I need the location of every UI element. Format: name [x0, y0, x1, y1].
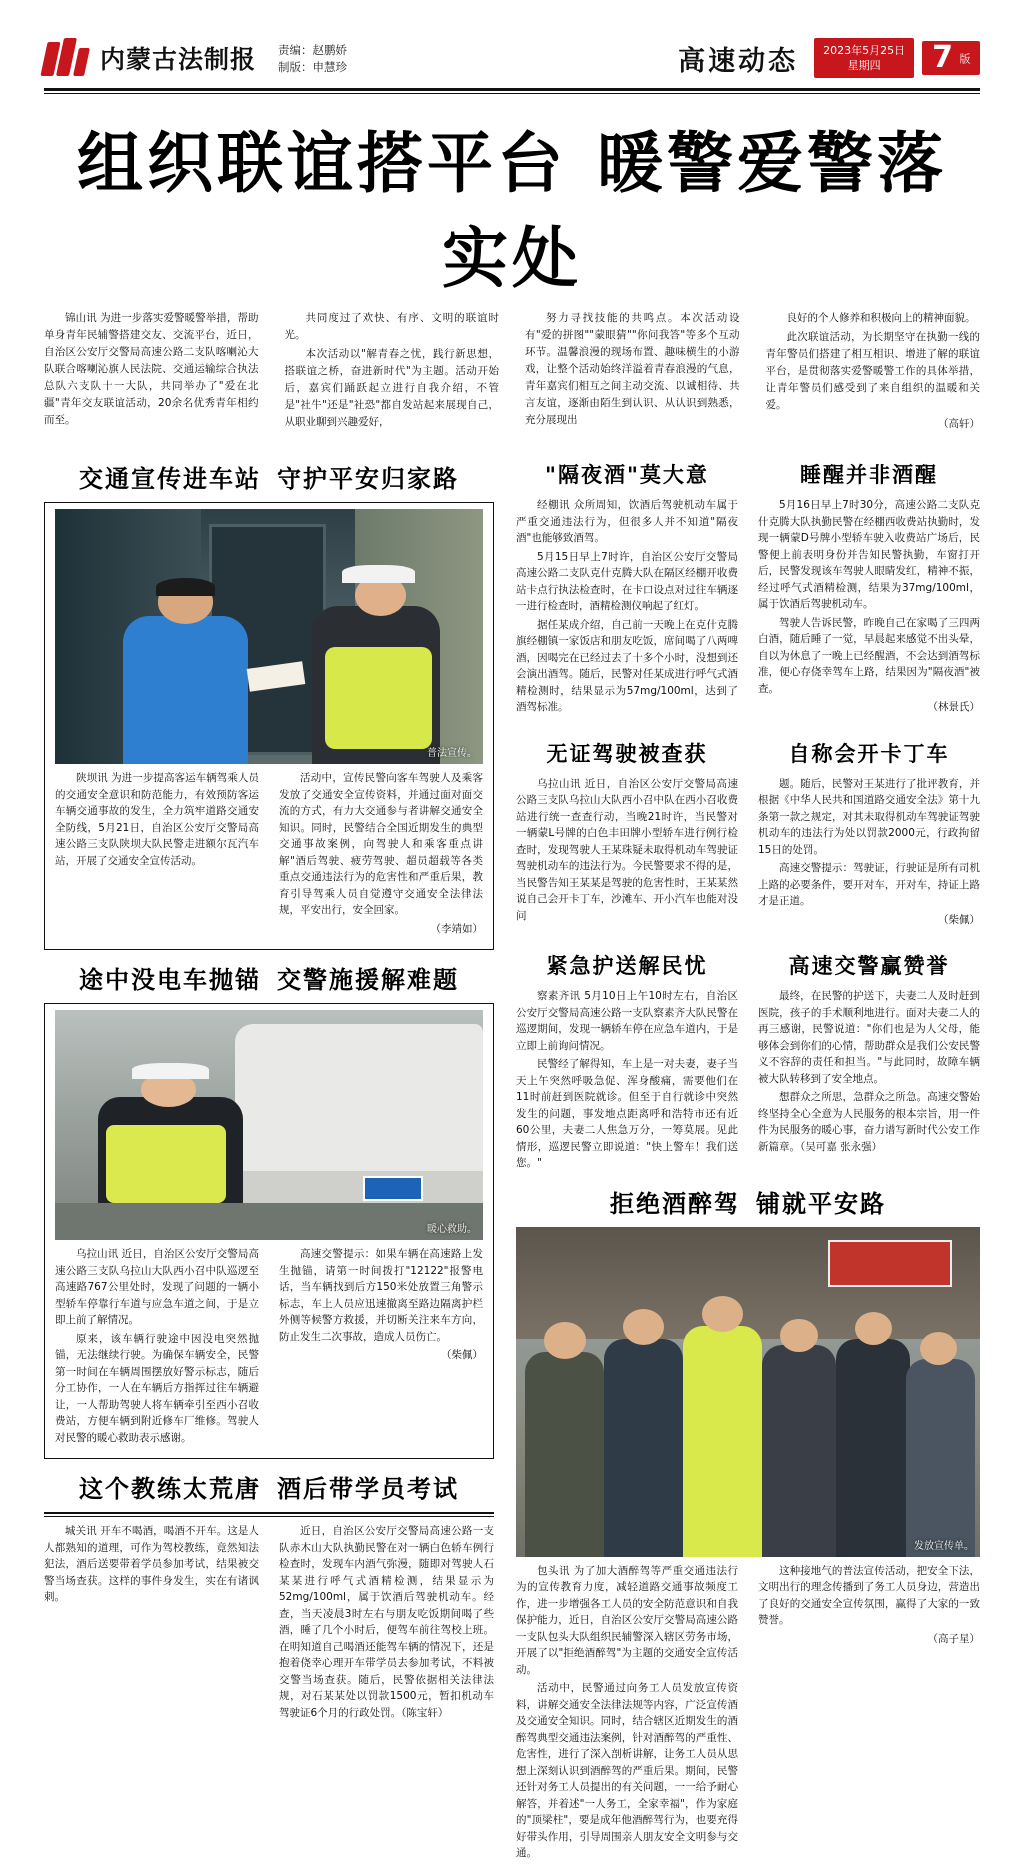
article-a1-col1 — [55, 770, 259, 939]
photo-a2-caption: 暖心救助。 — [427, 1224, 477, 1235]
credit-editor: 责编：赵鹏娇 — [278, 43, 348, 57]
paper-name: 内蒙古法制报 — [100, 45, 257, 74]
b2-p1: 乌拉山讯 近日，自治区公安厅交警局高速公路三支队乌拉山大队西小召中队在西小召收费站进行统一查查行动，当晚21时许，当民警对一辆蒙L号牌的白色丰田牌小型轿车进行例行检查时，发现驾驶人王某珠疑未取得机动车驾驶证驾驶机动车的违法行为。今民警要求不得的是，当民警告知王某某是驾驶的危害性时，王某某然说自己会开卡丁车，沙滩车、开小汽车也能对没问 — [516, 777, 738, 922]
article-a3-title-left: 这个教练太荒唐 — [79, 1475, 261, 1503]
lead-col-1 — [44, 310, 259, 435]
right-lower-row — [516, 940, 980, 1174]
article-car-breakdown — [44, 960, 494, 1459]
article-a3-body — [44, 1523, 494, 1723]
article-a2-title-left: 途中没电车抛锚 — [79, 966, 261, 994]
b7-byline: （高子星） — [927, 1632, 980, 1645]
article-b7-title-right: 铺就平安路 — [756, 1189, 886, 1218]
b3-p2: 民警经了解得知，车上是一对夫妻，妻子当天上午突然呼吸急促、浑身酸痛，需要他们在11时前赶到医院就诊。但至于自行就诊中突然发生的问题，事发地点距离呼和浩特市还有近60公里，夫妻二人焦急万分，一筹莫展。见此情形，巡逻民警立即说道："快上警车！我们送您。" — [516, 1058, 738, 1169]
lead-p2: 共同度过了欢快、有序、文明的联谊时光。 — [284, 312, 499, 341]
section-title: 高速动态 — [678, 45, 799, 77]
article-b1-title: "隔夜酒"莫大意 — [545, 463, 709, 487]
b6-p2: 想群众之所思，急群众之所急。高速交警始终坚持全心全意为人民服务的根本宗旨，用一件件为民服务的暖心事，奋力谱写新时代公安工作新篇章。（吴可嘉 张永强） — [758, 1091, 980, 1153]
credits — [278, 38, 347, 76]
article-wake-not-sober — [758, 449, 980, 718]
lead-p3: 本次活动以"解青春之忧，践行新思想，搭联谊之桥，奋进新时代"为主题。活动开始后，嘉宾们踊跃起立进行自我介绍，不管是"社牛"还是"社恐"都自发站起来展现自己，从职业聊到兴趣爱好， — [284, 348, 499, 428]
article-b5-title: 自称会开卡丁车 — [788, 741, 950, 766]
b4-p2: 驾驶人告诉民警，昨晚自己在家喝了三四两白酒，随后睡了一觉，早晨起来感觉不出头晕，自以为休息了一晚上已经醒酒，不会达到酒驾标准，便心存侥幸驾车上路，结果因为"隔夜酒"被查。 — [758, 616, 980, 695]
article-b4-title: 睡醒并非酒醒 — [800, 463, 938, 487]
masthead-rule-thick — [44, 88, 980, 91]
article-drunk-coach — [44, 1469, 494, 1723]
article-a2-box — [44, 1003, 494, 1459]
article-b7-col2 — [758, 1563, 980, 1864]
article-a1-box — [44, 502, 494, 950]
headline-left: 组织联谊搭平台 — [77, 125, 567, 202]
photo-a1-caption: 普法宣传。 — [427, 748, 477, 759]
lead-col-2 — [285, 310, 500, 435]
article-traffic-publicity — [44, 459, 494, 950]
article-b2-body — [516, 776, 738, 925]
right-column — [516, 449, 980, 1864]
article-a2-col2 — [279, 1246, 483, 1448]
lead-p1: 锦山讯 为进一步落实爱警暖警举措，帮助单身青年民辅警搭建交友、交流平台，近日，自治区公安厅交警局高速公路二支队喀喇沁大队联合喀喇沁旗人民法院、交通运输综合执法总队六支队十一大队，共同举办了"爱在北疆"青年交友联谊活动，20余名优秀青年相约而至。 — [44, 312, 259, 426]
weekday-text: 星期四 — [847, 59, 881, 72]
article-overnight-alcohol — [516, 449, 738, 718]
article-a2-title-right: 交警施援解难题 — [277, 966, 459, 994]
a1-p1: 陕坝讯 为进一步提高客运车辆驾乘人员的交通安全意识和防范能力，有效预防客运车辆交通事故的发生，全力筑牢道路交通安全防线，5月21日，自治区公安厅交警局高速公路三支队陕坝大队民警走进额尔瓦汽车站，开展了交通安全宣传活动。 — [55, 772, 259, 867]
b4-byline: （林景氏） — [927, 701, 980, 713]
a3-p2: 近日，自治区公安厅交警局高速公路一支队赤木山大队执勤民警在对一辆白色轿车例行检查时，发现车内酒气弥漫，随即对驾驶人石某某进行呼气式酒精检测，结果显示为52mg/100ml，属于饮酒后驾驶机动车。经查，当天凌晨3时左右与朋友吃饭期间喝了些酒，睡了几个小时后，便驾车前往驾校上班。在明知道自己喝酒还能驾车辆的情况下，还是抱着侥幸心理开车带学员去参加考试，不料被交警当场查获。随后，民警依据相关法律法规，对石某某处以罚款1500元，暂扣机动车驾驶证6个月的行政处罚。（陈宝轩） — [279, 1525, 494, 1719]
a2-tip: 高速交警提示：如果车辆在高速路上发生抛锚，请第一时间拨打"12122"报警电话，当车辆找到后方150米处放置三角警示标志，车上人员应迅速撤离至路边隔离护栏外侧等候警方救援，并切断关注来车方向，防止发生二次事故，造成人员伤亡。 — [279, 1248, 483, 1343]
credit-layout: 制版：申慧珍 — [278, 60, 348, 74]
page-label: 版 — [958, 52, 971, 64]
article-refuse-drunk-driving — [516, 1184, 980, 1864]
lead-byline: （高轩） — [938, 418, 980, 430]
article-b7-title-left: 拒绝酒醉驾 — [610, 1189, 740, 1218]
b1-p2: 5月15日早上7时许，自治区公安厅交警局高速公路二支队克什克腾大队在隔区经棚开收费站卡点行执法检查时，在卡口设点对过往车辆逐一进行检查时，酒精检测仪响起了红灯。 — [516, 550, 738, 612]
right-top-row — [516, 449, 980, 718]
masthead-rule-thin — [44, 93, 980, 94]
article-a2-body — [55, 1246, 483, 1448]
date-text: 2023年5月25日 — [823, 44, 906, 57]
article-b5-body — [758, 776, 980, 929]
lead-article — [44, 310, 980, 435]
lead-p4: 努力寻找技能的共鸣点。本次活动设有"爱的拼图""蒙眼猜""你问我答"等多个互动环节。温馨浪漫的现场布置、趣味横生的小游戏，让整个活动始终洋溢着青春浪漫的气息，青年嘉宾们相互之间主动交流、以诚相待、共言友谊，逐渐由陌生到认识、从认识到熟悉，充分展现出 — [525, 312, 740, 426]
a1-p2: 活动中，宣传民警向客车驾驶人及乘客发放了交通安全宣传资料，并通过面对面交流的方式，有力大交通参与者讲解交通安全知识。同时，民警结合全国近期发生的典型交通事故案例，向驾驶人和乘客重点讲解"酒后驾驶、疲劳驾驶、超员超载等各类重点交通违法行为的危害性和严重后果，教育引导驾乘人员自觉遵守交通安全法律法规，平安出行，安全回家。 — [279, 772, 483, 916]
page-number: 7 — [932, 40, 953, 75]
b3-p1: 察素齐讯 5月10日上午10时左右，自治区公安厅交警局高速公路一支队察素齐大队民警在巡逻期间，发现一辆轿车停在应急车道内，于是立即上前询问情况。 — [516, 990, 738, 1052]
article-a1-body — [55, 770, 483, 939]
lead-col-4 — [766, 310, 981, 435]
article-a3-rule — [44, 1512, 494, 1517]
b1-p1: 经棚讯 众所周知，饮酒后驾驶机动车属于严重交通违法行为，但很多人并不知道"隔夜酒"也能够致酒驾。 — [516, 499, 738, 544]
b5-p2: 高速交警提示：驾驶证，行驶证是所有司机上路的必要条件，要开对车，开对车，持证上路才是正道。 — [758, 862, 980, 907]
b4-p1: 5月16日早上7时30分，高速公路二支队克什克腾大队执勤民警在经棚西收费站执勤时，发现一辆蒙D号牌小型轿车驶入收费站广场后，民警便上前表明身份并告知民警执勤，车窗打开后，民警发现该车驾驶人眼睛发红，精神不振，经过呼气式酒精检测，结果为37mg/100ml，属于饮酒后驾驶机动车。 — [758, 499, 980, 610]
article-a1-title-right: 守护平安归家路 — [277, 465, 459, 493]
article-go-kart-claim — [758, 728, 980, 931]
article-a1-col2 — [279, 770, 483, 939]
photo-leaflet-distribution — [516, 1227, 980, 1557]
a3-p1: 城关讯 开车不喝酒，喝酒不开车。这是人人都熟知的道理，可作为驾校教练，竟然知法犯法，酒后送要带着学员参加考试，结果被交警当场查获。这样的事件身发生，实在有诸讽刺。 — [44, 1525, 259, 1603]
article-b3-title: 紧急护送解民忧 — [546, 954, 708, 978]
article-a3-title-right: 酒后带学员考试 — [277, 1475, 459, 1503]
article-a2-title — [44, 960, 494, 995]
article-b2-title: 无证驾驶被查获 — [546, 741, 708, 766]
article-a1-title-left: 交通宣传进车站 — [79, 465, 261, 493]
article-b7-body — [516, 1563, 980, 1864]
main-content — [44, 449, 980, 1864]
masthead — [0, 0, 1024, 78]
article-emergency-escort — [516, 940, 738, 1174]
a2-byline: （柴佩） — [441, 1349, 483, 1361]
b7-p1: 包头讯 为了加大酒醉驾等严重交通违法行为的宣传教育力度，减轻道路交通事故频度工作，进一步增强各工人员的安全防范意识和自我保护能力，近日，自治区公安厅交警局高速公路一支队包头大队组织民辅警深入辖区劳务市场，开展了以"拒绝酒醉驾"为主题的交通安全宣传活动。 — [516, 1564, 738, 1676]
page-number-badge — [922, 41, 980, 75]
date-badge — [814, 38, 914, 78]
photo-leaflet-exchange — [55, 509, 483, 764]
photo-b7-caption: 发放宣传单。 — [914, 1540, 974, 1552]
masthead-right — [678, 38, 980, 78]
lead-p5: 良好的个人修养和积极向上的精神面貌。 — [786, 312, 976, 324]
article-b7-col1 — [516, 1563, 738, 1864]
b6-p1: 最终，在民警的护送下，夫妻二人及时赶到医院，孩子的手术顺利地进行。面对夫妻二人的再三感谢，民警说道："你们也是为人父母，能够体会到你们的心情，帮助群众是我们公安民警义不容辞的责任和担当。"与此同时，故障车辆被大队转移到了安全地点。 — [758, 990, 980, 1085]
article-b6-body — [758, 988, 980, 1155]
article-b4-body — [758, 497, 980, 716]
photo-roadside-assistance — [55, 1010, 483, 1240]
lead-col-3 — [525, 310, 740, 435]
left-column — [44, 449, 494, 1864]
logo-icon — [44, 38, 90, 78]
page-title — [44, 110, 980, 300]
b7-p3: 这种接地气的普法宣传活动，把安全下法，文明出行的理念传播到了务工人员身边，营造出了良好的交通安全宣传氛围，赢得了大家的一致赞誉。 — [758, 1564, 980, 1626]
article-a3-col1 — [44, 1523, 259, 1723]
article-b6-title: 高速交警赢赞誉 — [788, 954, 950, 978]
article-unlicensed-driving — [516, 728, 738, 931]
a1-byline: （李靖如） — [430, 922, 483, 935]
paper-logo — [44, 38, 256, 78]
article-a1-title — [44, 459, 494, 494]
article-praise-for-police — [758, 940, 980, 1174]
article-b3-body — [516, 988, 738, 1172]
b1-p3: 据任某成介绍，自己前一天晚上在克什克腾旗经棚镇一家饭店和朋友吃饭，席间喝了八两啤酒，因喝完在已经过去了十多个小时，没想到还会演出酒驾。随后，民警对任某成进行呼气式酒精检测时，结果显示为57mg/100ml，达到了酒驾标准。 — [516, 618, 738, 713]
article-a3-col2 — [279, 1523, 494, 1723]
a2-p2: 原来，该车辆行驶途中因没电突然抛锚，无法继续行驶。为确保车辆安全，民警第一时间在车辆周围摆放好警示标志，随后分工协作，一人在车辆后方指挥过往车辆避让，一人帮助驾驶人将车辆牵引至西小召收费站，方便车辆到附近修车厂维修。驾驶人对民警的暖心救助表示感谢。 — [55, 1332, 259, 1444]
a2-p1: 乌拉山讯 近日，自治区公安厅交警局高速公路三支队乌拉山大队西小召中队巡逻至高速路767公里处时，发现了问题的一辆小型轿车停靠行车道与应急车道之间，于是立即上前了解情况。 — [55, 1248, 259, 1326]
article-b7-title — [516, 1184, 980, 1219]
right-mid-row — [516, 728, 980, 931]
headline-right: 暖警爱警落实处 — [442, 125, 947, 297]
b5-byline: （柴佩） — [938, 913, 980, 926]
lead-p6: 此次联谊活动，为长期坚守在执勤一线的青年警员们搭建了相互相识、增进了解的联谊平台，是贯彻落实爱警暖警工作的具体举措，让青年警员们感受到了来自组织的温暖和关爱。 — [765, 331, 980, 411]
article-a2-col1 — [55, 1246, 259, 1448]
article-a3-title — [44, 1469, 494, 1504]
b7-p2: 活动中，民警通过向务工人员发放宣传资料，讲解交通安全法律法规等内容，广泛宣传酒及交通安全知识。同时，结合辖区近期发生的酒醉驾典型交通违法案例，针对酒醉驾的严重性、危害性，进行了深入剖析讲解，让务工人员从思想上深刻认识到酒醉驾的严重后果。期间，民警还针对务工人员提出的有关问题，一一给予耐心解答，并着述"一人务工，全家幸福"，作为家庭的"顶梁柱"，要是成年他酒醉驾行为，也要充得好带头作用，引导周围亲人朋友安全文明参与交通。 — [516, 1682, 738, 1859]
b5-p1: 题。随后，民警对王某进行了批评教育，并根据《中华人民共和国道路交通安全法》第十九条第一款之规定，对其未取得机动车驾驶证驾驶机动车的违法行为处以罚款2000元，行政拘留15日的处罚。 — [758, 777, 980, 856]
article-b1-body — [516, 497, 738, 716]
